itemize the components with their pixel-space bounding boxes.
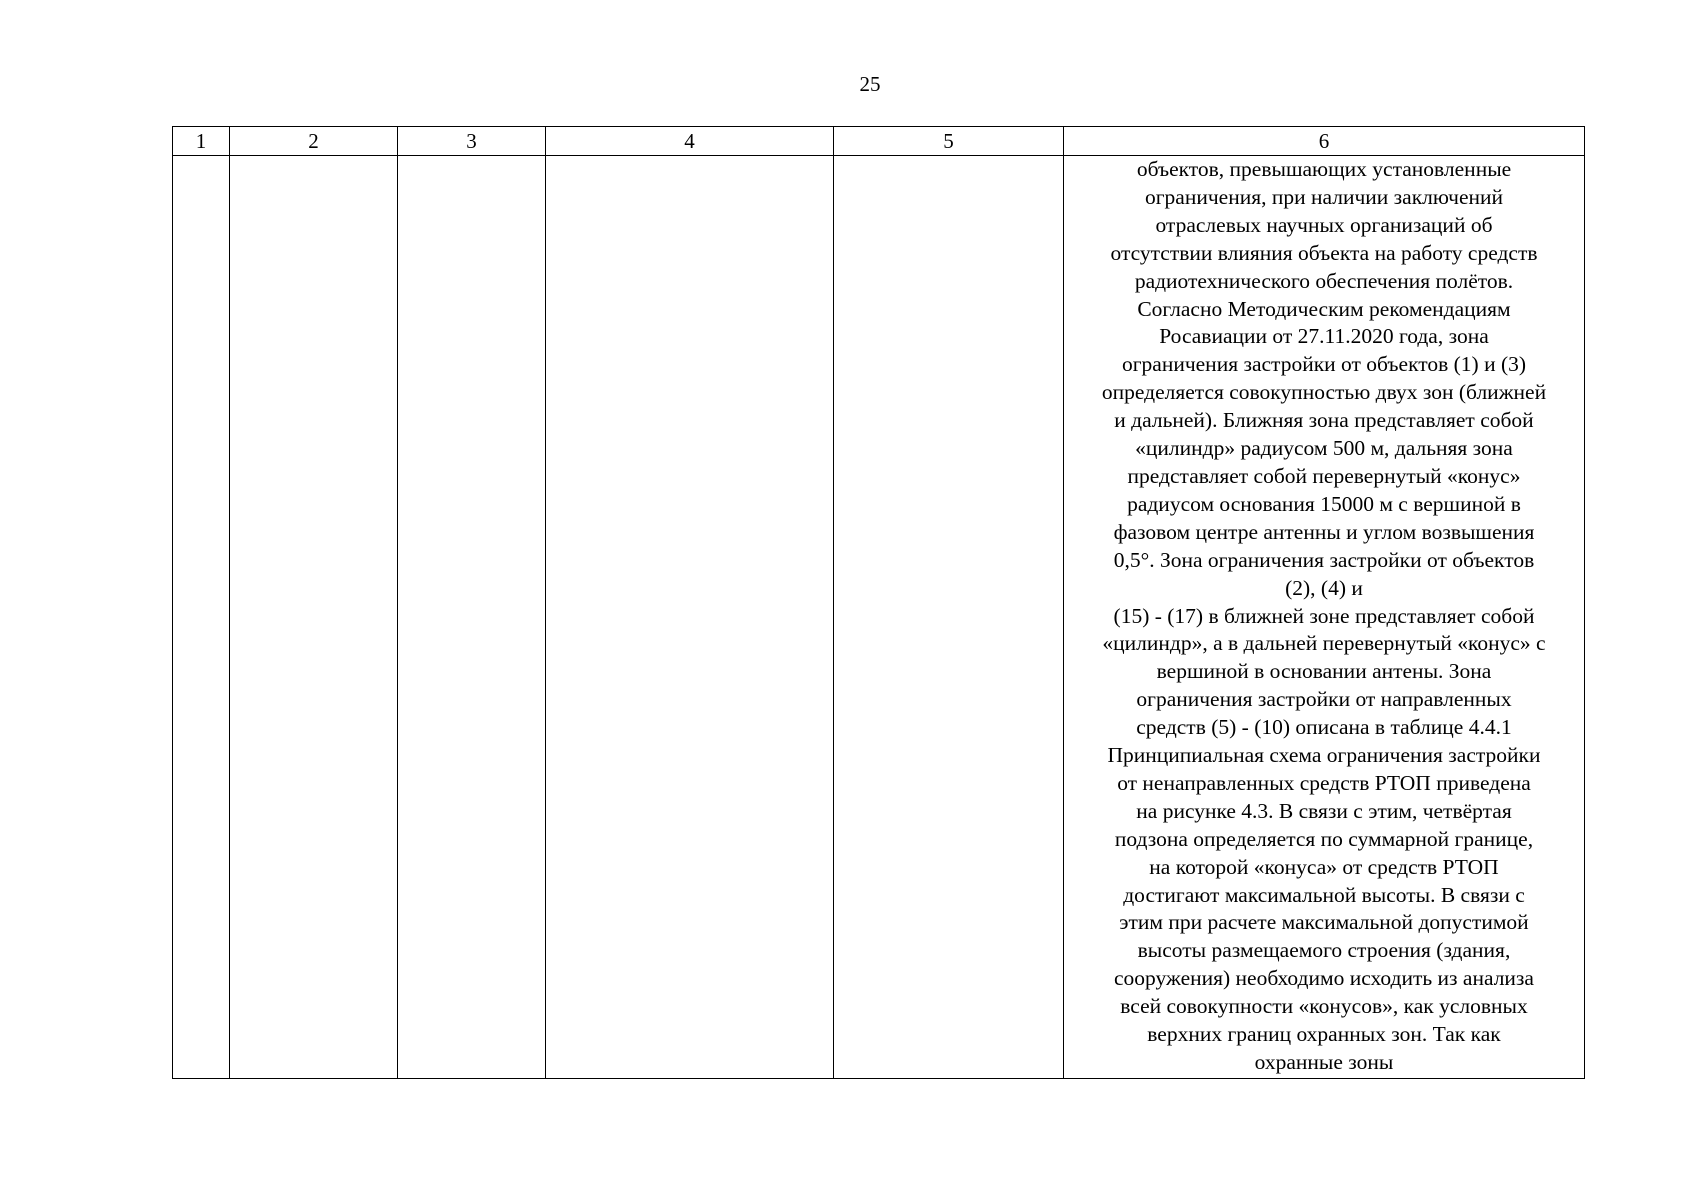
cell-column-4 xyxy=(546,156,834,1079)
column-header-6: 6 xyxy=(1064,127,1585,156)
text-line: всей совокупности «конусов», как условных xyxy=(1120,994,1528,1019)
text-line: подзона определяется по суммарной границе, xyxy=(1114,826,1534,851)
text-line: ограничения застройки от направленных xyxy=(1136,687,1512,712)
table-row xyxy=(173,156,1585,1079)
text-line: ограничения, при наличии заключений xyxy=(1144,184,1503,209)
text-line: сооружения) необходимо исходить из анализа xyxy=(1114,966,1534,991)
text-line: (15) - (17) в ближней зоне представляет собой xyxy=(1113,603,1535,628)
document-table xyxy=(172,126,1585,1079)
text-line: (2), (4) и xyxy=(1285,575,1363,600)
text-line: представляет собой перевернутый «конус» xyxy=(1127,463,1521,488)
text-line: и дальней). Ближняя зона представляет собой xyxy=(1114,408,1534,433)
text-line: охранные зоны xyxy=(1254,1050,1394,1074)
cell-column-6-text xyxy=(1064,156,1585,1079)
text-line: на которой «конуса» от средств РТОП xyxy=(1149,854,1499,879)
text-line: вершиной в основании антены. Зона xyxy=(1156,659,1492,684)
text-line: на рисунке 4.3. В связи с этим, четвёртая xyxy=(1136,798,1512,823)
text-line: радиотехнического обеспечения полётов. xyxy=(1134,268,1514,293)
column-header-5: 5 xyxy=(834,127,1064,156)
cell-column-5 xyxy=(834,156,1064,1079)
cell-column-3 xyxy=(398,156,546,1079)
text-line: «цилиндр», а в дальней перевернутый «конус» с xyxy=(1102,631,1546,656)
text-line: Согласно Методическим рекомендациям xyxy=(1137,296,1511,321)
text-line: объектов, превышающих установленные xyxy=(1136,157,1512,181)
text-line: ограничения застройки от объектов (1) и (3) xyxy=(1121,352,1527,377)
text-line: Принципиальная схема ограничения застройки xyxy=(1107,743,1541,768)
cell-column-1 xyxy=(173,156,230,1079)
text-line: от ненаправленных средств РТОП приведена xyxy=(1117,770,1531,795)
page-number: 25 xyxy=(859,72,881,96)
column-header-1: 1 xyxy=(173,127,230,156)
text-line: Росавиации от 27.11.2020 года, зона xyxy=(1159,324,1489,349)
text-line: определяется совокупностью двух зон (ближней xyxy=(1101,380,1547,405)
text-line: средств (5) - (10) описана в таблице 4.4.1 xyxy=(1136,715,1512,740)
text-line: этим при расчете максимальной допустимой xyxy=(1119,910,1529,935)
text-line: «цилиндр» радиусом 500 м, дальняя зона xyxy=(1135,436,1513,461)
table-header-row xyxy=(173,127,1585,156)
text-line: 0,5°. Зона ограничения застройки от объектов xyxy=(1113,547,1535,572)
text-line: высоты размещаемого строения (здания, xyxy=(1137,938,1511,963)
text-line: фазовом центре антенны и углом возвышения xyxy=(1113,519,1535,544)
text-line: отраслевых научных организаций об xyxy=(1155,212,1493,237)
text-line: отсутствии влияния объекта на работу средств xyxy=(1110,240,1538,265)
text-line: радиусом основания 15000 м с вершиной в xyxy=(1127,491,1521,516)
cell-column-2 xyxy=(230,156,398,1079)
column-header-2: 2 xyxy=(230,127,398,156)
text-line: достигают максимальной высоты. В связи с xyxy=(1123,882,1525,907)
text-line: верхних границ охранных зон. Так как xyxy=(1147,1022,1501,1047)
column-header-4: 4 xyxy=(546,127,834,156)
column-header-3: 3 xyxy=(398,127,546,156)
